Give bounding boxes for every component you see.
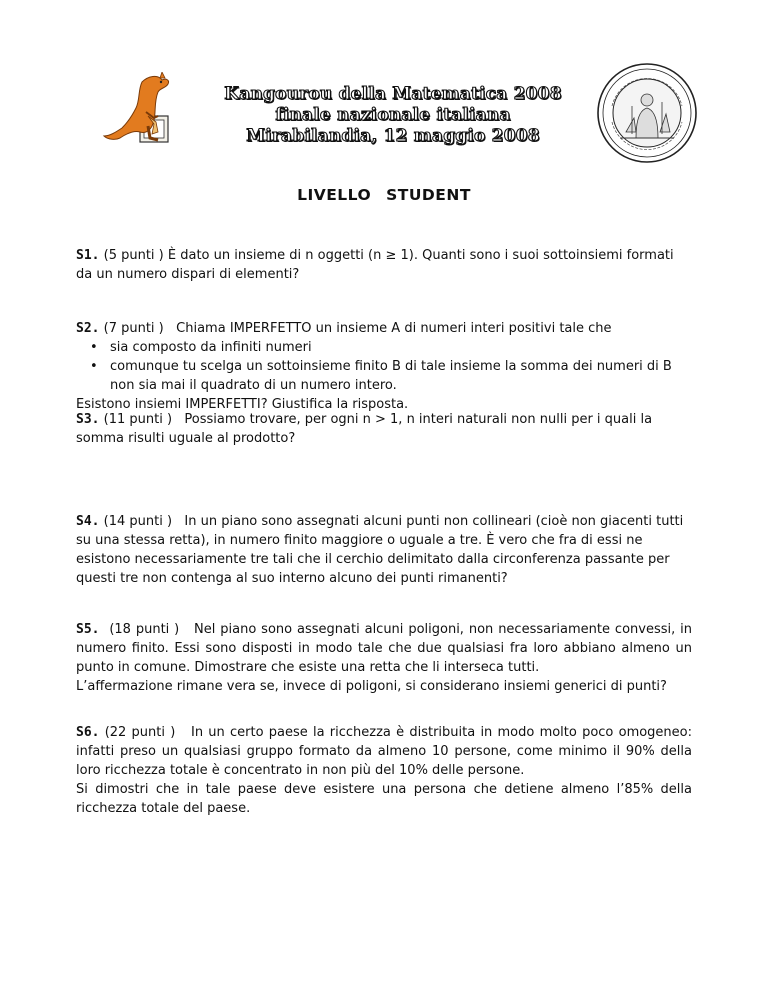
- problem-points: (7 punti ): [103, 321, 164, 336]
- problem-id: S3.: [76, 412, 100, 427]
- list-item: • sia composto da infiniti numeri: [100, 338, 692, 357]
- list-item: • comunque tu scelga un sottoinsieme finito B di tale insieme la somma dei numeri di B non sia mai il quadrato di un numero intero.: [100, 357, 692, 395]
- problem-s4: [76, 512, 692, 588]
- problem-s2: [76, 319, 692, 414]
- problem-id: S4.: [76, 514, 100, 529]
- kangourou-logo-icon: [96, 72, 178, 146]
- problem-s1: [76, 246, 692, 284]
- problem-id: S1.: [76, 248, 100, 263]
- title-line-1: Kangourou della Matematica 2008: [224, 84, 562, 104]
- problem-text: Chiama IMPERFETTO un insieme A di numeri interi positivi tale che: [176, 321, 612, 336]
- problem-question: L’affermazione rimane vera se, invece di poligoni, si considerano insiemi generici di punti?: [76, 679, 667, 694]
- competition-title: [200, 84, 586, 147]
- title-line-3: Mirabilandia, 12 maggio 2008: [246, 126, 540, 146]
- problem-id: S6.: [76, 725, 100, 740]
- problem-text: È dato un insieme di n oggetti (n ≥ 1). Quanti sono i suoi sottoinsiemi formati da un numero dispari di elementi?: [76, 248, 674, 282]
- problem-text: In un piano sono assegnati alcuni punti non collineari (cioè non giacenti tutti su una stessa retta), in numero finito maggiore o uguale a tre. È vero che fra di essi ne esistono necessariamente tre tali che il cerchio delimitato dalla circonferenza passante per questi tre non contenga al suo interno alcuno dei punti rimanenti?: [76, 514, 684, 586]
- problem-points: (14 punti ): [103, 514, 173, 529]
- problem-id: S2.: [76, 321, 100, 336]
- problem-id: S5.: [76, 622, 100, 637]
- problem-text: In un certo paese la ricchezza è distribuita in modo molto poco omogeneo: infatti preso un qualsiasi gruppo formato da almeno 10 persone, come minimo il 90% della loro ricchezza totale è concentrato in non più del 10% delle persone.: [76, 725, 693, 778]
- problem-points: (11 punti ): [103, 412, 173, 427]
- problem-question: Si dimostri che in tale paese deve esistere una persona che detiene almeno l’85% della ricchezza totale del paese.: [76, 782, 692, 816]
- title-line-2: finale nazionale italiana: [275, 105, 511, 125]
- condition-list: [76, 338, 692, 395]
- problem-s3: [76, 410, 692, 448]
- problem-question: Esistono insiemi IMPERFETTI? Giustifica la risposta.: [76, 397, 409, 412]
- problem-points: (5 punti ): [103, 248, 164, 263]
- problem-s6: [76, 723, 692, 818]
- problem-text: Possiamo trovare, per ogni n > 1, n interi naturali non nulli per i quali la somma risulti uguale al prodotto?: [76, 412, 653, 446]
- university-seal-icon: [596, 62, 698, 164]
- level-heading: LIVELLO STUDENT: [297, 186, 471, 204]
- problem-points: (22 punti ): [104, 725, 176, 740]
- problem-text: Nel piano sono assegnati alcuni poligoni, non necessariamente convessi, in numero finito. Essi sono disposti in modo tale che due qualsiasi fra loro abbiano almeno un punto in comune. Dimostrare che esiste una retta che li interseca tutti.: [76, 622, 693, 675]
- problem-s5: [76, 620, 692, 696]
- problem-points: (18 punti ): [109, 622, 180, 637]
